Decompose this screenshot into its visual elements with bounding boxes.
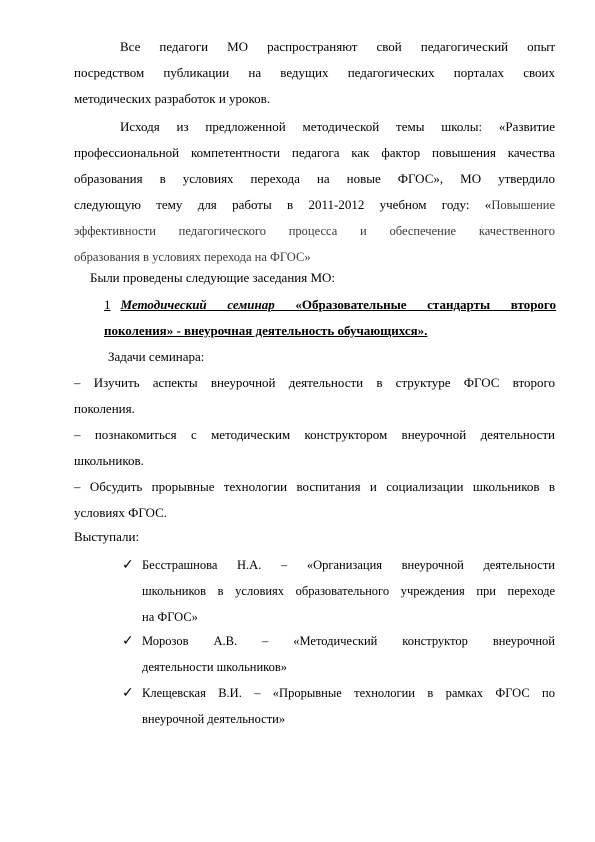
meetings-intro-text: Были проведены следующие заседания МО: [90, 270, 336, 285]
paragraph-line [74, 192, 555, 218]
speaker-line: Бесстрашнова Н.А. – «Организация внеурочной деятельности [142, 558, 555, 572]
task-line: условиях ФГОС. [74, 505, 168, 520]
paragraph-line: образования в условиях перехода на ФГОС» [74, 250, 311, 264]
paragraph-theme [74, 114, 555, 270]
speakers-heading-text: Выступали: [74, 529, 140, 544]
seminar-type: Методический семинар [120, 297, 275, 312]
theme-start-word: Повышение [491, 198, 555, 212]
task-line: поколения. [74, 401, 135, 416]
tasks-heading [108, 344, 548, 370]
seminar-title-end: поколения» - внеурочная деятельность обучающихся». [104, 323, 428, 338]
speaker-line: Морозов А.В. – «Методический конструктор внеурочной [142, 634, 555, 648]
tasks-heading-text: Задачи семинара: [108, 349, 205, 364]
speakers-heading [74, 524, 555, 550]
paragraph-line: профессиональной компетентности педагога как фактор повышения качества [74, 145, 555, 160]
check-icon: ✓ [122, 557, 134, 573]
paragraph-line: эффективности педагогического процесса и обеспечение качественного [74, 224, 555, 238]
seminar-line [104, 292, 556, 318]
speaker-line: Клещевская В.И. – «Прорывные технологии в рамках ФГОС по [142, 686, 555, 700]
seminar-heading [104, 292, 556, 344]
seminar-title-start: «Образовательные стандарты второго [295, 297, 557, 312]
speaker-line: школьников в условиях образовательного учреждения при переходе [142, 584, 555, 598]
speaker-line: деятельности школьников» [142, 660, 287, 674]
speaker-line: внеурочной деятельности» [142, 712, 286, 726]
paragraph-line: образования в условиях перехода на новые ФГОС», МО утвердило [74, 171, 555, 186]
check-icon: ✓ [122, 685, 134, 701]
speaker-text [142, 552, 555, 630]
check-icon: ✓ [122, 633, 134, 649]
paragraph-publications [74, 34, 555, 112]
speaker-text [142, 680, 555, 732]
paragraph-line: Все педагоги МО распространяют свой педагогический опыт [120, 39, 555, 54]
paragraph-line: методических разработок и уроков. [74, 91, 271, 106]
task-line: – Изучить аспекты внеурочной деятельности в структуре ФГОС второго [74, 375, 555, 390]
paragraph-line-text: следующую тему для работы в 2011-2012 учебном году: « [74, 197, 492, 212]
task-line: – Обсудить прорывные технологии воспитания и социализации школьников в [74, 479, 555, 494]
task-line: – познакомиться с методическим конструктором внеурочной деятельности [74, 427, 555, 442]
speaker-text [142, 628, 555, 680]
task-line: школьников. [74, 453, 144, 468]
meetings-intro [90, 265, 550, 291]
speaker-line: на ФГОС» [142, 610, 198, 624]
tasks-list [74, 370, 555, 526]
seminar-number: 1 [104, 297, 111, 312]
paragraph-line: Исходя из предложенной методической темы школы: «Развитие [120, 119, 555, 134]
paragraph-line: посредством публикации на ведущих педагогических порталах своих [74, 65, 555, 80]
